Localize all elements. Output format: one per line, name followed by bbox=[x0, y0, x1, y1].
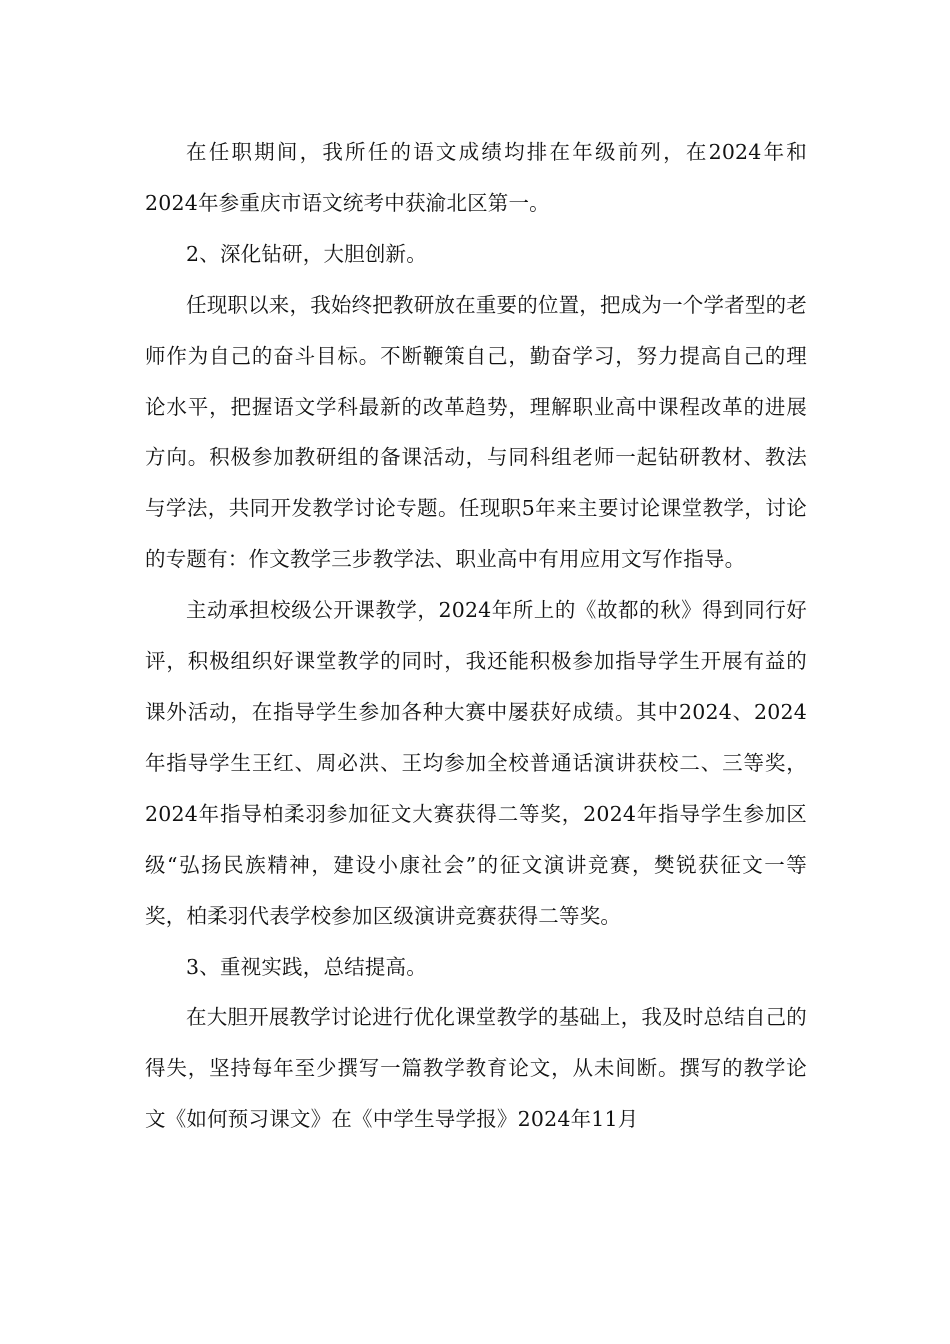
paragraph-exam-results: 在任职期间，我所任的语文成绩均排在年级前列，在2024年和2024年参重庆市语文统考中获渝北区第一。 bbox=[145, 140, 807, 215]
paragraph-open-class-and-awards: 主动承担校级公开课教学，2024年所上的《故都的秋》得到同行好评，积极组织好课堂教学的同时，我还能积极参加指导学生开展有益的课外活动，在指导学生参加各种大赛中屡获好成绩。其中2024、2024年指导学生王红、周必洪、王均参加全校普通话演讲获校二、三等奖，2024年指导柏柔羽参加征文大赛获得二等奖，2024年指导学生参加区级“弘扬民族精神，建设小康社会”的征文演讲竞赛，樊锐获征文一等奖，柏柔羽代表学校参加区级演讲竞赛获得二等奖。 bbox=[145, 598, 807, 928]
document-page bbox=[145, 127, 807, 1145]
heading-deepen-research: 2、深化钻研，大胆创新。 bbox=[186, 241, 427, 266]
paragraph-teaching-research: 任现职以来，我始终把教研放在重要的位置，把成为一个学者型的老师作为自己的奋斗目标。不断鞭策自己，勤奋学习，努力提高自己的理论水平，把握语文学科最新的改革趋势，理解职业高中课程改革的进展方向。积极参加教研组的备课活动，与同科组老师一起钻研教材、教法与学法，共同开发教学讨论专题。任现职5年来主要讨论课堂教学，讨论的专题有：作文教学三步教学法、职业高中有用应用文写作指导。 bbox=[145, 292, 807, 572]
heading-practice-summary: 3、重视实践，总结提高。 bbox=[186, 954, 427, 979]
paragraph-papers: 在大胆开展教学讨论进行优化课堂教学的基础上，我及时总结自己的得失，坚持每年至少撰写一篇教学教育论文，从未间断。撰写的教学论文《如何预习课文》在《中学生导学报》2024年11月 bbox=[145, 1005, 807, 1132]
